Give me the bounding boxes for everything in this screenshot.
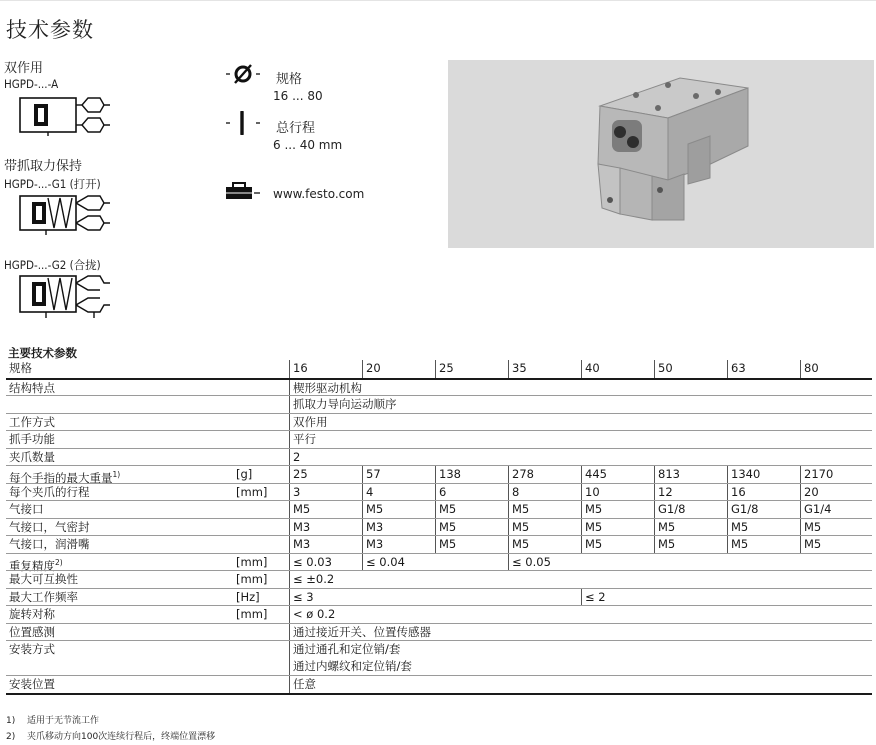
row-value: 813 — [654, 466, 727, 483]
header-size-7: 80 — [800, 360, 872, 378]
footnote-ref: 1) — [112, 470, 121, 479]
row-unit: [mm] — [236, 607, 268, 621]
row-value: ≤ ±0.2 — [289, 571, 872, 588]
key-data-size-label: 规格 — [276, 72, 303, 87]
row-name: 安装位置 — [9, 677, 55, 691]
symbol-code-g1: HGPD-...-G1 (打开) — [4, 177, 101, 191]
row-value: M5 — [727, 519, 800, 536]
row-name — [6, 396, 233, 413]
row-value: 4 — [362, 484, 435, 501]
top-rule — [0, 0, 876, 1]
row-value: 通过通孔和定位销/套 — [289, 641, 872, 658]
row-value: 3 — [289, 484, 362, 501]
row-name: 结构特点 — [9, 380, 55, 395]
row-value: 楔形驱动机构 — [289, 380, 872, 396]
header-size-1: 20 — [362, 360, 435, 378]
table-row — [6, 483, 872, 501]
row-name: 工作方式 — [9, 414, 55, 429]
row-value: M5 — [435, 501, 508, 518]
row-name: 抓手功能 — [9, 432, 55, 446]
row-value: ≤ 2 — [581, 589, 872, 606]
table-body — [6, 378, 872, 693]
table-row — [6, 553, 872, 571]
row-unit: [Hz] — [236, 589, 260, 604]
row-value: M3 — [289, 536, 362, 553]
row-name — [6, 658, 233, 676]
row-value: 2 — [289, 449, 872, 466]
row-value: 通过内螺纹和定位销/套 — [289, 658, 872, 676]
row-unit — [233, 676, 289, 693]
row-value: ≤ 0.04 — [362, 554, 508, 571]
row-name: 位置感测 — [9, 624, 55, 639]
header-size-2: 25 — [435, 360, 508, 378]
row-value: 278 — [508, 466, 581, 483]
row-unit — [233, 431, 289, 448]
row-value: 1340 — [727, 466, 800, 483]
row-value: G1/8 — [727, 501, 800, 518]
row-value: ≤ 0.05 — [508, 554, 872, 571]
festo-site-icon — [224, 180, 262, 204]
row-value: M5 — [435, 519, 508, 536]
key-data-stroke-value: 6 ... 40 mm — [273, 138, 343, 152]
table-row — [6, 448, 872, 466]
row-value: 16 — [727, 484, 800, 501]
row-value: M5 — [435, 536, 508, 553]
row-value: 任意 — [289, 676, 872, 693]
row-value: 12 — [654, 484, 727, 501]
row-value: M5 — [800, 536, 872, 553]
table-row — [6, 430, 872, 448]
table-row — [6, 395, 872, 413]
table-row — [6, 465, 872, 483]
row-value: M3 — [362, 536, 435, 553]
row-value: 通过接近开关、位置传感器 — [289, 624, 872, 641]
row-value: 双作用 — [289, 414, 872, 431]
row-value: M5 — [581, 536, 654, 553]
table-header-row — [6, 360, 872, 378]
row-unit — [233, 396, 289, 413]
row-unit: [mm] — [236, 484, 268, 499]
table-row — [6, 570, 872, 588]
row-value: M5 — [581, 501, 654, 518]
row-value: M5 — [508, 519, 581, 536]
main-parameters-table — [6, 346, 872, 695]
table-row — [6, 518, 872, 536]
double-acting-symbol — [18, 90, 112, 136]
footnote-2: 2) 夹爪移动方向100次连续行程后，终端位置漂移 — [6, 732, 216, 742]
row-value: M5 — [508, 536, 581, 553]
table-row — [6, 658, 872, 676]
stroke-icon — [224, 111, 262, 135]
header-size-3: 35 — [508, 360, 581, 378]
festo-website-link[interactable]: www.festo.com — [273, 187, 365, 201]
row-name: 夹爪数量 — [9, 449, 55, 464]
row-unit — [233, 641, 289, 658]
row-unit: [mm] — [236, 554, 268, 569]
row-unit — [233, 519, 289, 536]
symbol-label-grip-retention: 带抓取力保持 — [4, 159, 83, 174]
row-value: M3 — [289, 519, 362, 536]
row-value: ≤ 0.03 — [289, 554, 362, 571]
table-row — [6, 378, 872, 396]
row-value: < ø 0.2 — [289, 606, 872, 623]
row-name: 每个夹爪的行程 — [9, 484, 90, 499]
row-value: M5 — [581, 519, 654, 536]
row-unit — [233, 501, 289, 518]
table-row — [6, 500, 872, 518]
row-unit — [233, 380, 289, 396]
row-name: 最大工作频率 — [9, 589, 78, 604]
header-size-5: 50 — [654, 360, 727, 378]
row-value: M5 — [362, 501, 435, 518]
row-value: 平行 — [289, 431, 872, 448]
key-data-size-value: 16 ... 80 — [273, 89, 323, 103]
row-unit: [g] — [236, 467, 253, 481]
footnote-1: 1) 适用于无节流工作 — [6, 716, 100, 726]
row-unit: [mm] — [236, 572, 268, 586]
diameter-icon — [224, 62, 262, 86]
row-unit — [233, 536, 289, 553]
row-value: ≤ 3 — [289, 589, 581, 606]
row-value: 2170 — [800, 466, 872, 483]
header-size-label: 规格 — [9, 361, 32, 375]
page-title: 技术参数 — [6, 18, 94, 42]
row-value: 138 — [435, 466, 508, 483]
symbol-code-a: HGPD-...-A — [4, 77, 59, 91]
g1-symbol — [18, 190, 112, 236]
row-value: G1/4 — [800, 501, 872, 518]
table-row — [6, 588, 872, 606]
row-value: M5 — [654, 519, 727, 536]
row-value: G1/8 — [654, 501, 727, 518]
row-value: M5 — [727, 536, 800, 553]
table-row — [6, 675, 872, 693]
table-row — [6, 535, 872, 553]
header-size-0: 16 — [289, 360, 362, 378]
product-photo — [448, 60, 874, 248]
row-name: 重复精度$^{2)}$ — [9, 557, 63, 573]
footnote-ref: 2) — [55, 557, 63, 567]
row-value: 25 — [289, 466, 362, 483]
row-unit — [233, 658, 289, 676]
table-bottom-rule — [6, 693, 872, 695]
row-value: M5 — [800, 519, 872, 536]
g2-symbol — [18, 270, 112, 322]
row-value: 57 — [362, 466, 435, 483]
row-value: 10 — [581, 484, 654, 501]
row-value: 20 — [800, 484, 872, 501]
row-value: 445 — [581, 466, 654, 483]
key-data-stroke-label: 总行程 — [276, 121, 316, 136]
row-value: M5 — [289, 501, 362, 518]
table-row — [6, 413, 872, 431]
table-row — [6, 605, 872, 623]
row-value: 抓取力导向运动顺序 — [289, 396, 872, 413]
row-value: M5 — [508, 501, 581, 518]
row-name: 每个手指的最大重量$^{1)}$ — [9, 470, 121, 485]
table-row — [6, 623, 872, 641]
header-size-4: 40 — [581, 360, 654, 378]
row-value: M3 — [362, 519, 435, 536]
row-name: 安装方式 — [9, 642, 55, 656]
row-unit — [233, 624, 289, 641]
row-name: 气接口，气密封 — [9, 519, 90, 534]
symbol-code-g2: HGPD-...-G2 (合拢) — [4, 258, 101, 272]
row-unit — [233, 449, 289, 466]
header-size-6: 63 — [727, 360, 800, 378]
table-row — [6, 640, 872, 658]
row-name: 气接口，润滑嘴 — [9, 537, 90, 551]
row-name: 气接口 — [9, 502, 44, 516]
row-value: 6 — [435, 484, 508, 501]
row-value: M5 — [654, 536, 727, 553]
row-unit — [233, 414, 289, 431]
row-value: 8 — [508, 484, 581, 501]
gripper-illustration — [448, 60, 874, 248]
table-title: 主要技术参数 — [8, 346, 77, 360]
row-name: 最大可互换性 — [9, 572, 78, 586]
row-name: 旋转对称 — [9, 607, 55, 621]
symbol-label-double-acting: 双作用 — [4, 61, 44, 76]
